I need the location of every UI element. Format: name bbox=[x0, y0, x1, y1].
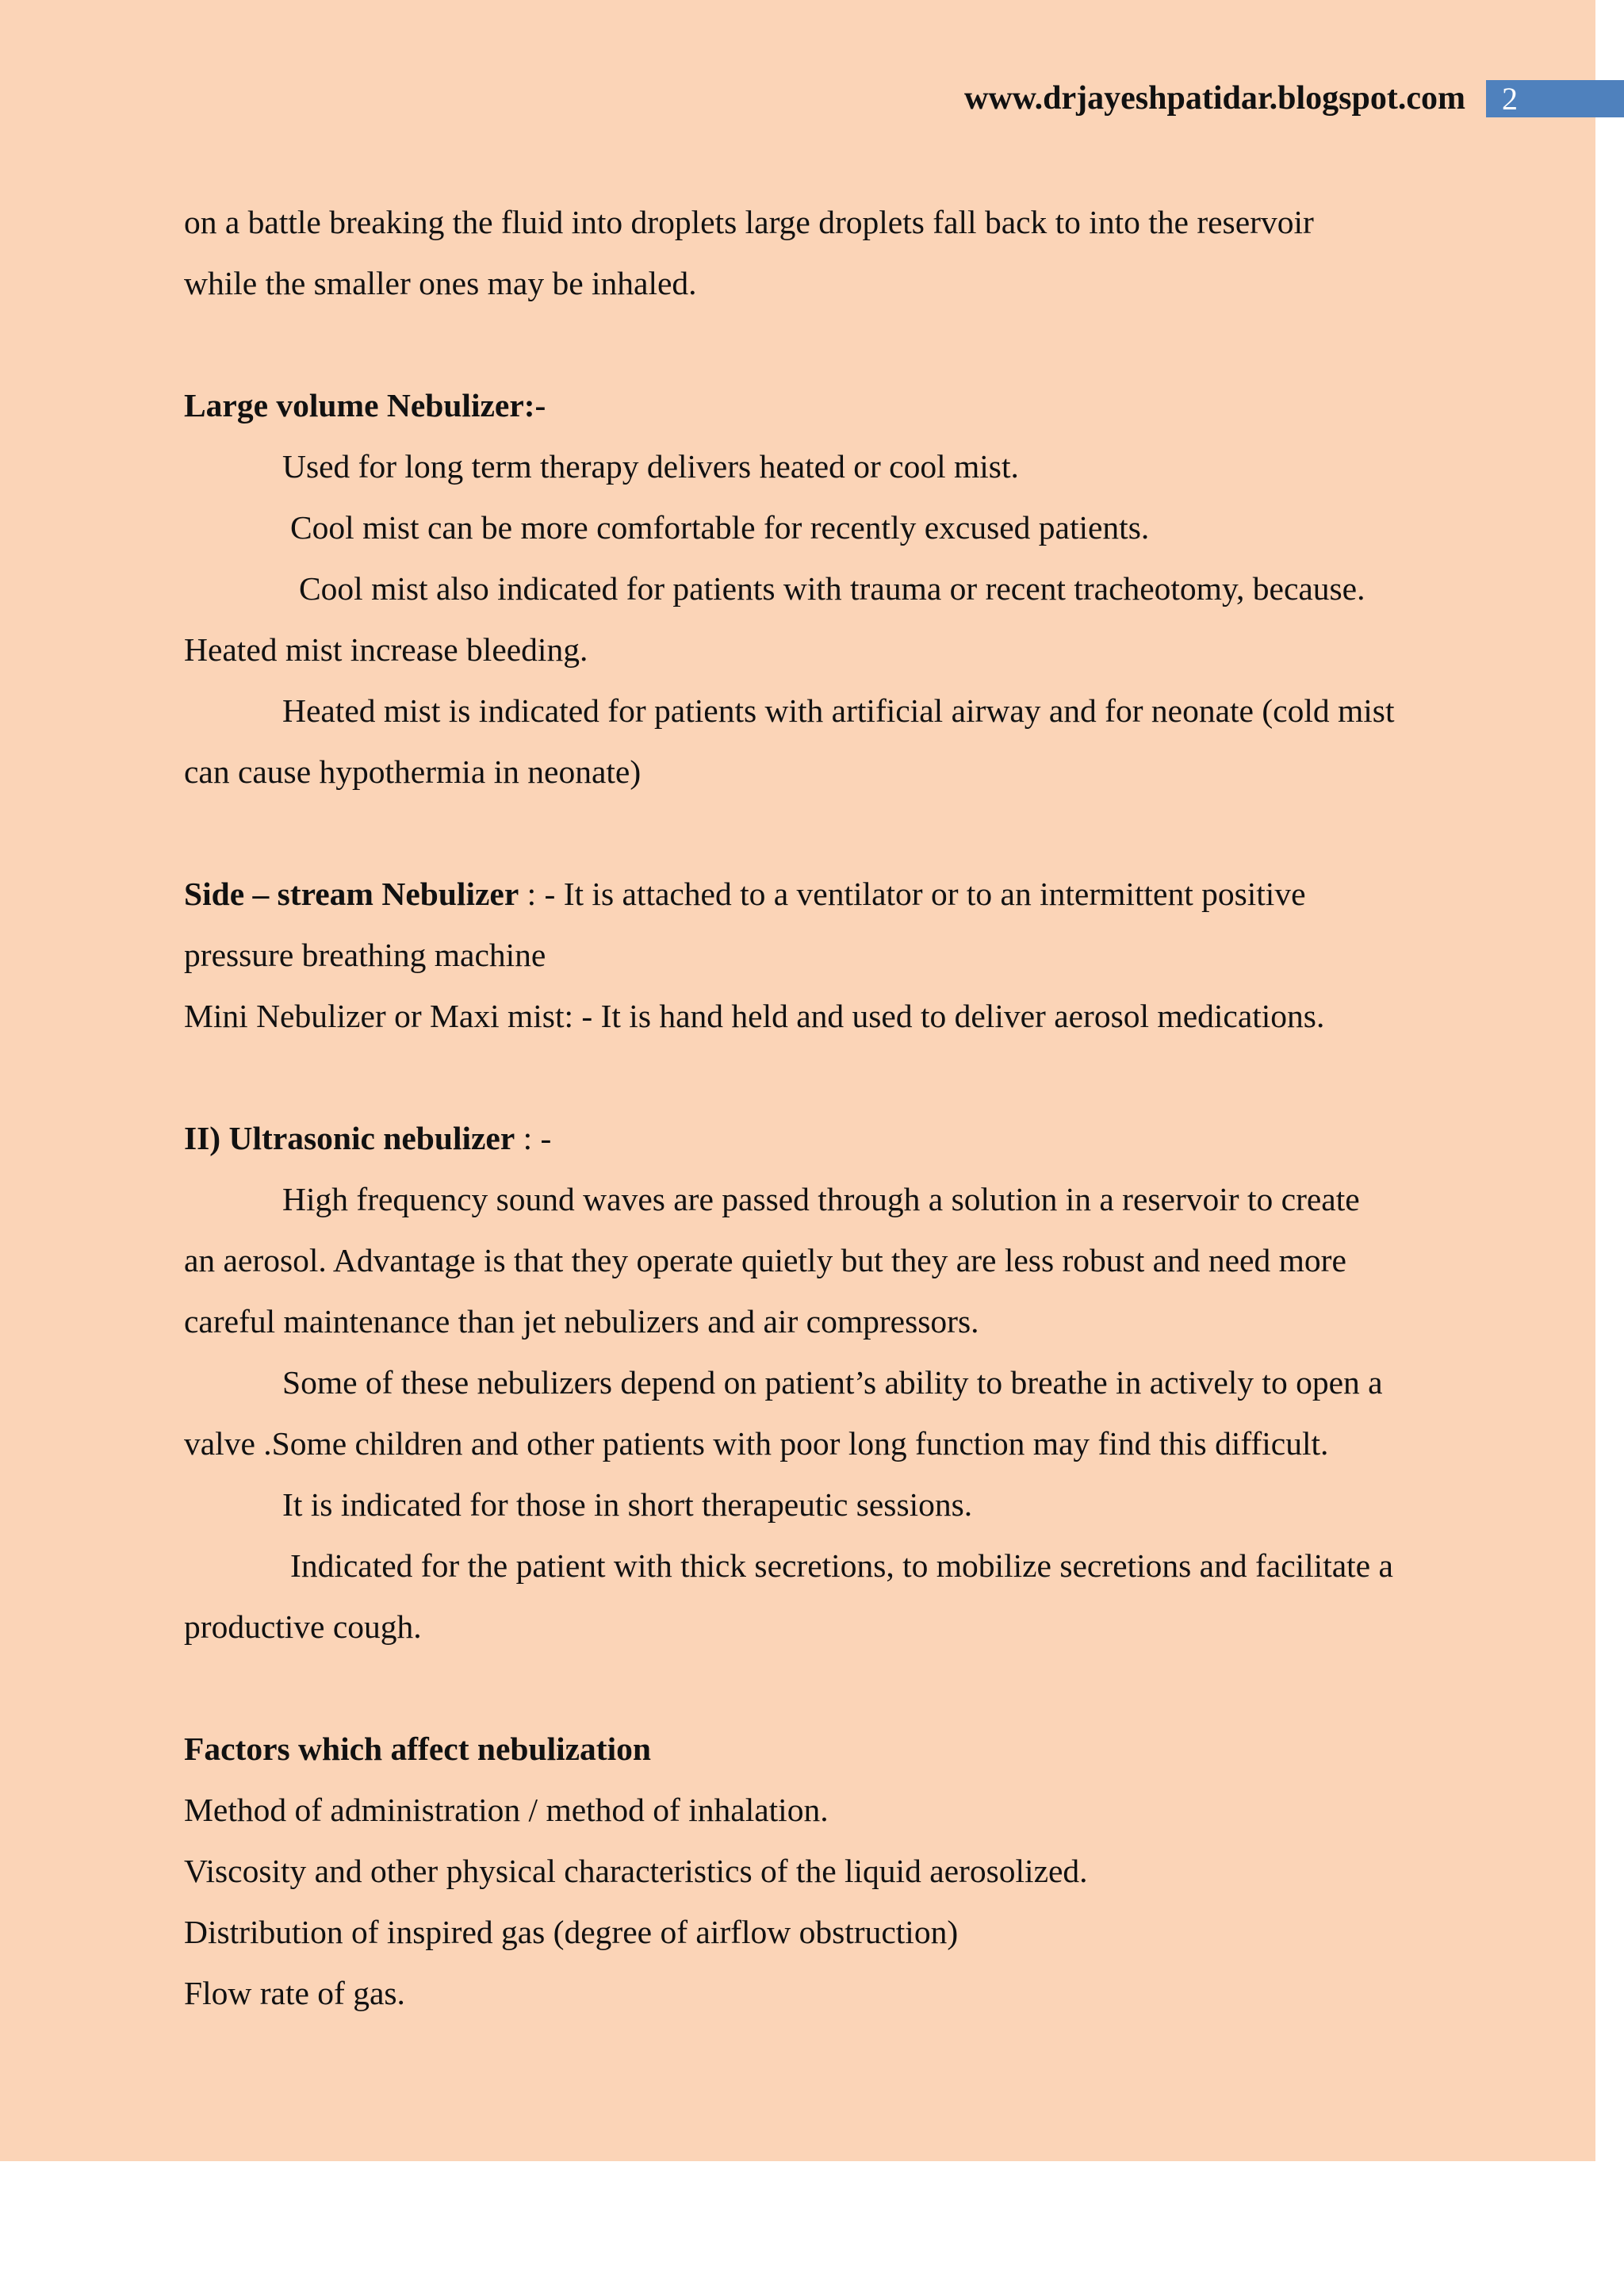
factor-item: Distribution of inspired gas (degree of airflow obstruction) bbox=[184, 1914, 959, 1950]
side-stream-line bbox=[184, 864, 1484, 925]
paragraph-text: : - It is attached to a ventilator or to an intermittent positive bbox=[519, 876, 1306, 912]
heading-suffix: : - bbox=[515, 1120, 552, 1156]
ultrasonic-heading-line bbox=[184, 1108, 1484, 1169]
section-heading-large-volume: Large volume Nebulizer:- bbox=[184, 387, 546, 424]
paragraph-line: Heated mist is indicated for patients with artificial airway and for neonate (cold mist bbox=[282, 692, 1395, 729]
paragraph-line: can cause hypothermia in neonate) bbox=[184, 753, 642, 790]
paragraph-line: It is indicated for those in short therapeutic sessions. bbox=[282, 1486, 973, 1523]
paragraph-line: an aerosol. Advantage is that they operate quietly but they are less robust and need more bbox=[184, 1242, 1346, 1278]
paragraph-line: productive cough. bbox=[184, 1608, 422, 1645]
paragraph-line: Used for long term therapy delivers heated or cool mist. bbox=[282, 448, 1019, 485]
section-heading-side-stream: Side – stream Nebulizer bbox=[184, 876, 519, 912]
section-heading-ultrasonic: II) Ultrasonic nebulizer bbox=[184, 1120, 515, 1156]
factor-item: Method of administration / method of inhalation. bbox=[184, 1792, 829, 1828]
factor-item: Viscosity and other physical characteristics of the liquid aerosolized. bbox=[184, 1853, 1088, 1889]
intro-line: while the smaller ones may be inhaled. bbox=[184, 265, 697, 301]
section-heading-factors: Factors which affect nebulization bbox=[184, 1731, 651, 1767]
paragraph-line: Heated mist increase bleeding. bbox=[184, 631, 588, 668]
page-number-badge: 2 bbox=[1486, 80, 1624, 117]
paragraph-line: Mini Nebulizer or Maxi mist: - It is hand held and used to deliver aerosol medications. bbox=[184, 998, 1325, 1034]
paragraph-line: careful maintenance than jet nebulizers and air compressors. bbox=[184, 1303, 979, 1340]
paragraph-line: Cool mist also indicated for patients with trauma or recent tracheotomy, because. bbox=[299, 570, 1365, 607]
paragraph-line: pressure breathing machine bbox=[184, 937, 546, 973]
paragraph-line: Some of these nebulizers depend on patient’s ability to breathe in actively to open a bbox=[282, 1364, 1383, 1401]
paragraph-line: High frequency sound waves are passed through a solution in a reservoir to create bbox=[282, 1181, 1360, 1217]
paragraph-line: Cool mist can be more comfortable for recently excused patients. bbox=[290, 509, 1150, 546]
paragraph-line: valve .Some children and other patients with poor long function may find this difficult. bbox=[184, 1425, 1329, 1462]
header-url: www.drjayeshpatidar.blogspot.com bbox=[963, 80, 1465, 117]
document-body bbox=[184, 192, 1484, 2024]
factor-item: Flow rate of gas. bbox=[184, 1975, 405, 2011]
paragraph-line: Indicated for the patient with thick secretions, to mobilize secretions and facilitate a bbox=[290, 1547, 1393, 1584]
intro-line: on a battle breaking the fluid into droplets large droplets fall back to into the reservoir bbox=[184, 204, 1314, 240]
